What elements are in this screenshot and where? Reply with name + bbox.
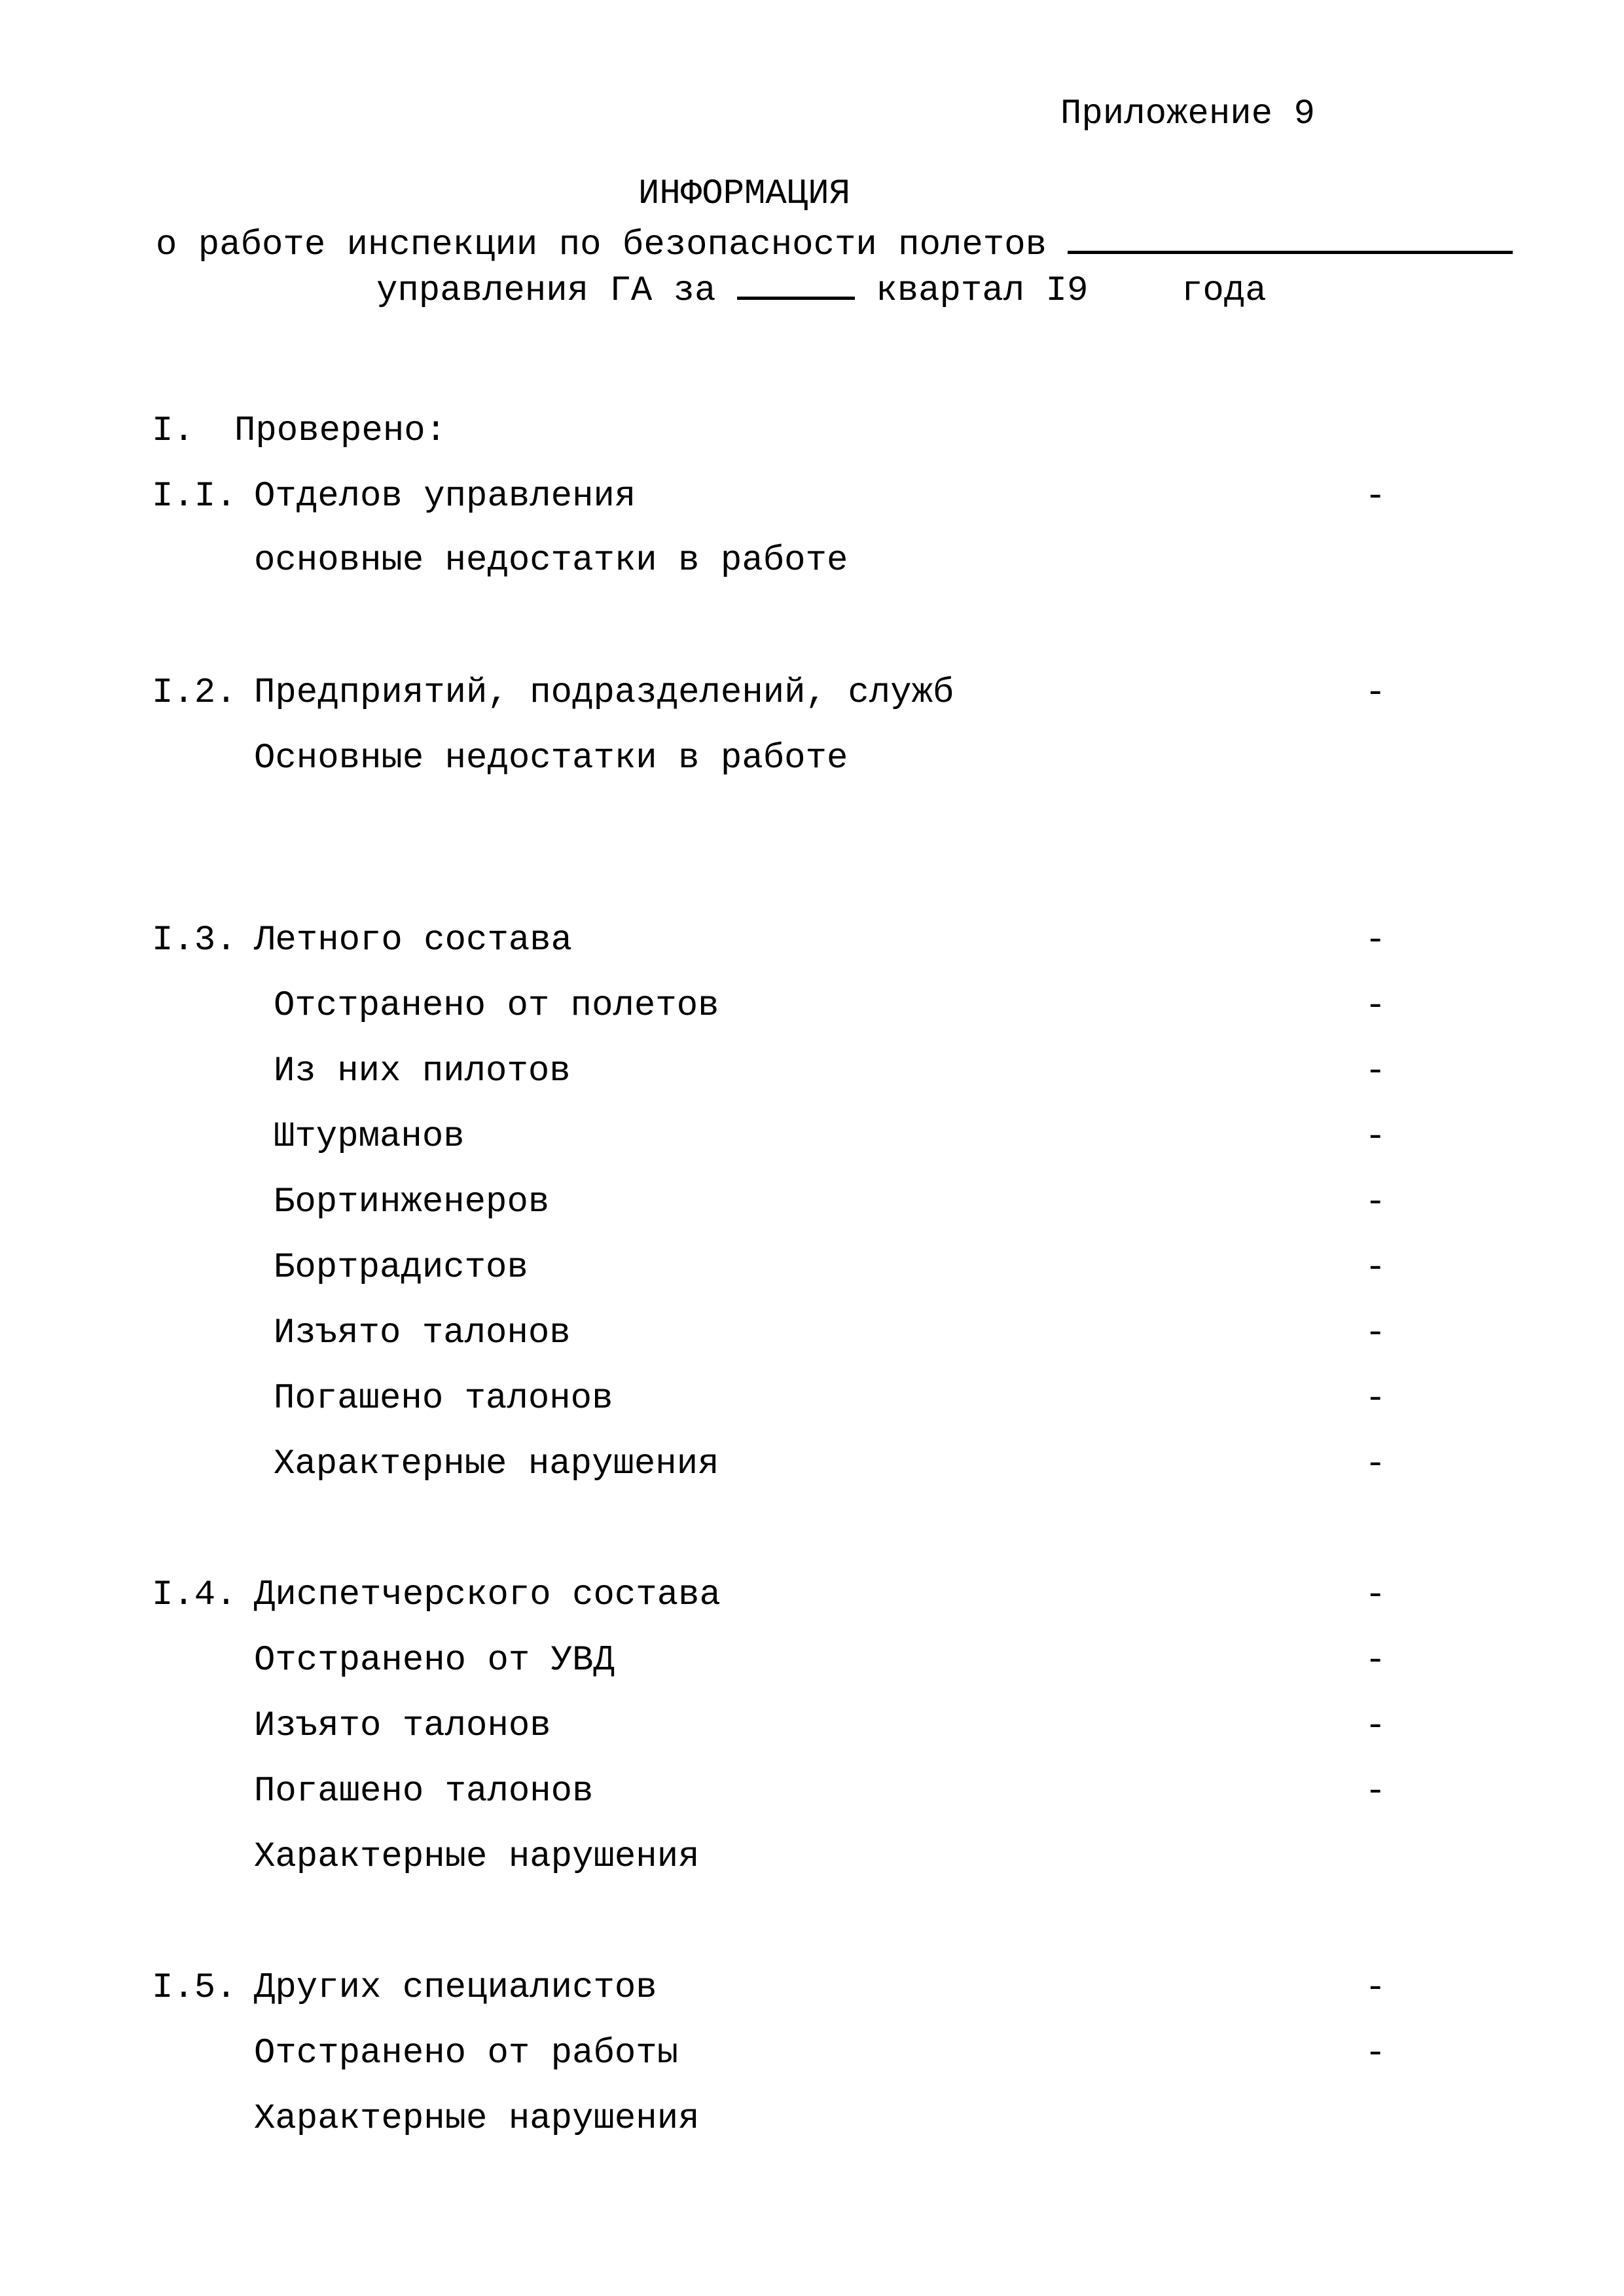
navigators-label: Штурманов xyxy=(274,1117,465,1157)
document-title: ИНФОРМАЦИЯ xyxy=(638,174,851,214)
section-1-label: Проверено: xyxy=(234,411,447,451)
pilots-label: Из них пилотов xyxy=(274,1051,571,1091)
subtitle-text-2: управления ГА за xyxy=(376,271,716,311)
section-1-2-value: - xyxy=(1365,673,1386,713)
section-1-3-number: I.3. xyxy=(152,920,237,960)
dispatch-coupons-cancelled-value: - xyxy=(1365,1772,1386,1812)
flight-crew-violations-value: - xyxy=(1365,1444,1386,1484)
flight-crew-violations-label: Характерные нарушения xyxy=(274,1444,719,1484)
flight-crew-coupons-withdrawn-value: - xyxy=(1365,1313,1386,1353)
section-1-4-value: - xyxy=(1365,1575,1386,1615)
section-1-3-label: Летного состава xyxy=(254,920,573,960)
flight-crew-suspended-label: Отстранено от полетов xyxy=(274,986,719,1026)
navigators-value: - xyxy=(1365,1117,1386,1157)
pilots-value: - xyxy=(1365,1051,1386,1091)
flight-engineers-label: Бортинженеров xyxy=(274,1182,550,1222)
section-1-1-number: I.I. xyxy=(152,477,237,517)
section-1-5-label: Других специалистов xyxy=(254,1968,657,2008)
quarter-blank xyxy=(737,297,855,300)
flight-crew-suspended-value: - xyxy=(1365,986,1386,1026)
flight-crew-coupons-withdrawn-label: Изъято талонов xyxy=(274,1313,571,1353)
subtitle-text-3: квартал I9 xyxy=(876,271,1089,311)
subtitle-line-1 xyxy=(156,225,1513,265)
section-1-1-value: - xyxy=(1365,477,1386,517)
section-1-3-value: - xyxy=(1365,920,1386,960)
department-blank xyxy=(1068,251,1513,254)
radio-operators-value: - xyxy=(1365,1248,1386,1288)
flight-crew-coupons-cancelled-label: Погашено талонов xyxy=(274,1379,613,1419)
section-1-2-number: I.2. xyxy=(152,673,237,713)
dispatch-coupons-withdrawn-label: Изъято талонов xyxy=(254,1706,551,1746)
section-1-2-label: Предприятий, подразделений, служб xyxy=(254,673,954,713)
dispatch-violations-label: Характерные нарушения xyxy=(254,1837,700,1877)
specialists-violations-label: Характерные нарушения xyxy=(254,2099,700,2139)
flight-crew-coupons-cancelled-value: - xyxy=(1365,1379,1386,1419)
section-1-1-note: основные недостатки в работе xyxy=(254,541,848,581)
dispatch-suspended-value: - xyxy=(1365,1641,1386,1681)
specialists-suspended-label: Отстранено от работы xyxy=(254,2033,679,2073)
subtitle-text-1: о работе инспекции по безопасности полетов xyxy=(156,225,1047,265)
section-1-number: I. xyxy=(152,411,194,451)
subtitle-year-word: года xyxy=(1182,271,1267,311)
appendix-label: Приложение 9 xyxy=(1060,94,1315,134)
section-1-1-label: Отделов управления xyxy=(254,477,636,517)
dispatch-coupons-withdrawn-value: - xyxy=(1365,1706,1386,1746)
section-1-5-number: I.5. xyxy=(152,1968,237,2008)
dispatch-coupons-cancelled-label: Погашено талонов xyxy=(254,1772,594,1812)
section-1-4-number: I.4. xyxy=(152,1575,237,1615)
dispatch-suspended-label: Отстранено от УВД xyxy=(254,1641,615,1681)
section-1-4-label: Диспетчерского состава xyxy=(254,1575,721,1615)
subtitle-line-2 xyxy=(376,271,1089,311)
radio-operators-label: Бортрадистов xyxy=(274,1248,528,1288)
specialists-suspended-value: - xyxy=(1365,2033,1386,2073)
section-1-5-value: - xyxy=(1365,1968,1386,2008)
section-1-2-note: Основные недостатки в работе xyxy=(254,738,848,778)
flight-engineers-value: - xyxy=(1365,1182,1386,1222)
